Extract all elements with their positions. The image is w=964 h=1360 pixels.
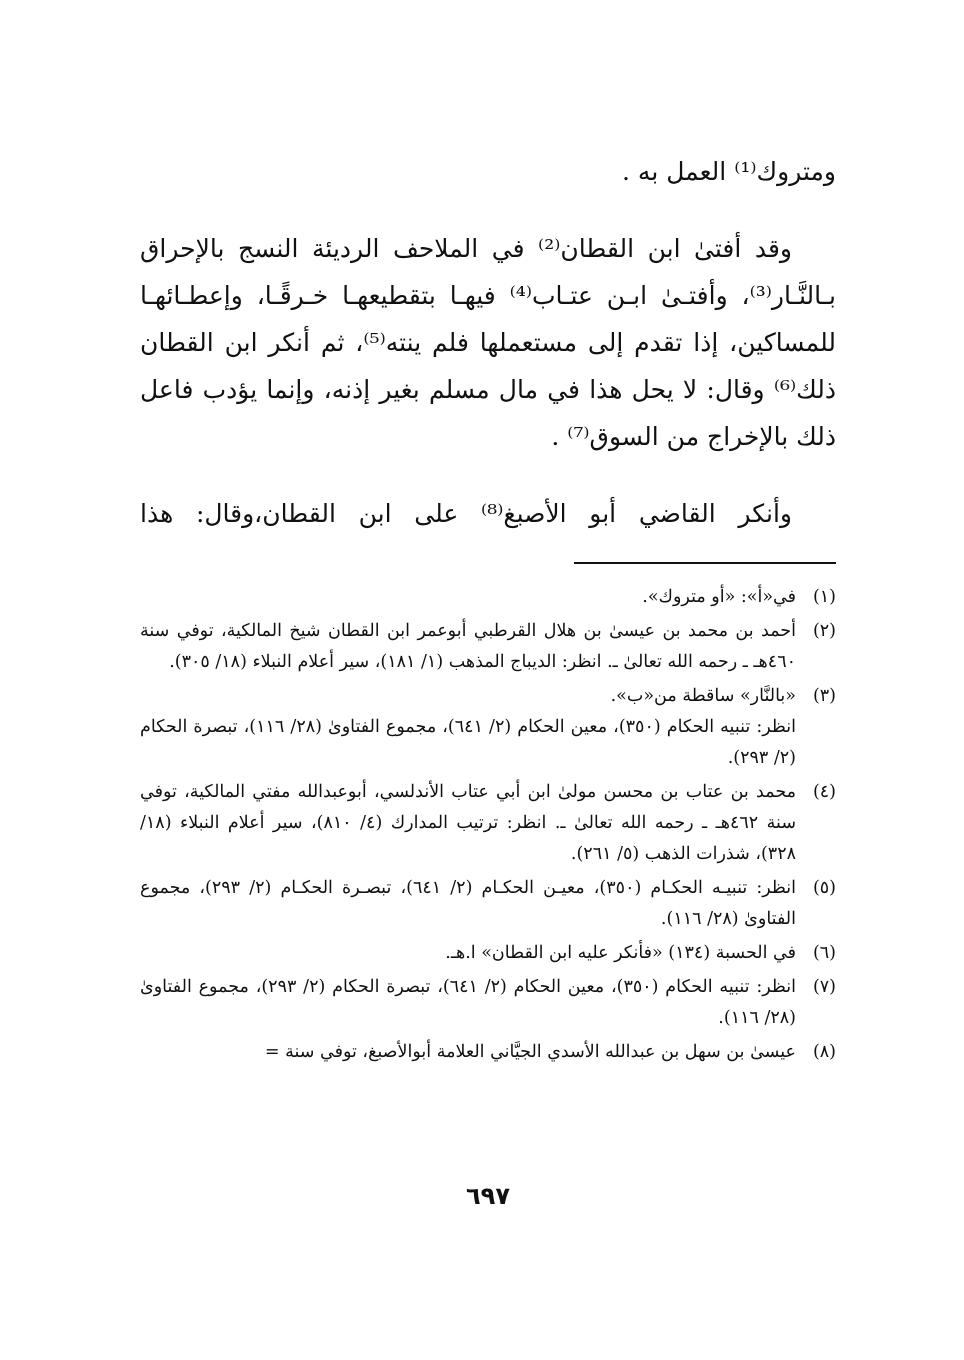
footnote-number: (٢): [812, 621, 836, 641]
footnote-text: انظر: تنبيـه الحكـام (٣٥٠)، معيـن الحكـام (٢/ ٦٤١)، تبصـرة الحكـام (٢/ ٢٩٣)، مجموع الفتاوىٰ (٢٨/ ١١٦).: [140, 878, 796, 929]
footnote-7: [140, 972, 836, 1034]
page-number: ٦٩٧: [466, 1182, 510, 1210]
footnote-4: [140, 777, 836, 870]
footnote-2: [140, 616, 836, 678]
footnote-3: [140, 681, 836, 774]
footnote-number: (٨): [812, 1042, 836, 1062]
footnote-number: (٦): [812, 943, 836, 963]
footnote-number: (٥): [812, 878, 836, 898]
footnote-text-line: انظر: تنبيه الحكام (٣٥٠)، معين الحكام (٢/ ٦٤١)، مجموع الفتاوىٰ (٢٨/ ١١٦)، تبصرة الحكام (٢/ ٢٩٣).: [140, 717, 796, 768]
paragraph-2: وقد أفتىٰ ابن القطان⁽²⁾ في الملاحف الرديئة النسج بالإحراق بـالنَّـار⁽³⁾، وأفتـىٰ ابـن عتـاب⁽⁴⁾ فيهـا بتقطيعهـا خـرقًـا، وإعطـائهـا للمساكين، إذا تقدم إلى مستعملها فلم ينته⁽⁵⁾، ثم أنكر ابن القطان ذلك⁽⁶⁾ وقال: لا يحل هذا في مال مسلم بغير إذنه، وإنما يؤدب فاعل ذلك بالإخراج من السوق⁽⁷⁾ .: [140, 234, 837, 451]
footnote-text-line: «بالنَّار» ساقطة من«ب».: [610, 686, 796, 706]
paragraph-3: وأنكر القاضي أبو الأصبغ⁽⁸⁾ على ابن القطان،وقال: هذا: [140, 499, 792, 528]
main-text: [140, 148, 836, 537]
footnote-number: (٧): [812, 977, 836, 997]
footnote-number: (١): [812, 587, 836, 607]
footnote-number: (٣): [812, 686, 836, 706]
paragraph-1: ومتروك⁽¹⁾ العمل به .: [622, 157, 836, 186]
footnote-text: في«أ»: «أو متروك».: [642, 587, 796, 607]
footnote-text: محمد بن عتاب بن محسن مولىٰ ابن أبي عتاب الأندلسي، أبوعبدالله مفتي المالكية، توفي سنة ٤٦٢هـ ـ رحمه الله تعالىٰ ـ. انظر: ترتيب المدارك (٤/ ٨١٠)، سير أعلام النبلاء (١٨/ ٣٢٨)، شذرات الذهب (٥/ ٢٦١).: [140, 782, 796, 864]
footnote-1: [140, 582, 836, 613]
footnotes: [140, 582, 836, 1068]
footnote-separator: [574, 562, 836, 564]
footnote-6: [140, 938, 836, 969]
footnote-text: عيسىٰ بن سهل بن عبدالله الأسدي الجيَّاني العلامة أبوالأصبغ، توفي سنة =: [264, 1042, 796, 1062]
footnote-number: (٤): [812, 782, 836, 802]
footnote-text: [140, 681, 796, 774]
book-page: [140, 0, 836, 1360]
footnote-text: أحمد بن محمد بن عيسىٰ بن هلال القرطبي أبوعمر ابن القطان شيخ المالكية، توفي سنة ٤٦٠هـ ـ رحمه الله تعالىٰ ـ. انظر: الديباج المذهب (١/ ١٨١)، سير أعلام النبلاء (١٨/ ٣٠٥).: [140, 621, 796, 672]
footnote-5: [140, 873, 836, 935]
footnote-text: انظر: تنبيه الحكام (٣٥٠)، معين الحكام (٢/ ٦٤١)، تبصرة الحكام (٢/ ٢٩٣)، مجموع الفتاوىٰ (٢٨/ ١١٦).: [140, 977, 796, 1028]
footnote-8: [140, 1037, 836, 1068]
footnote-text: في الحسبة (١٣٤) «فأنكر عليه ابن القطان» ا.هـ.: [445, 943, 796, 963]
